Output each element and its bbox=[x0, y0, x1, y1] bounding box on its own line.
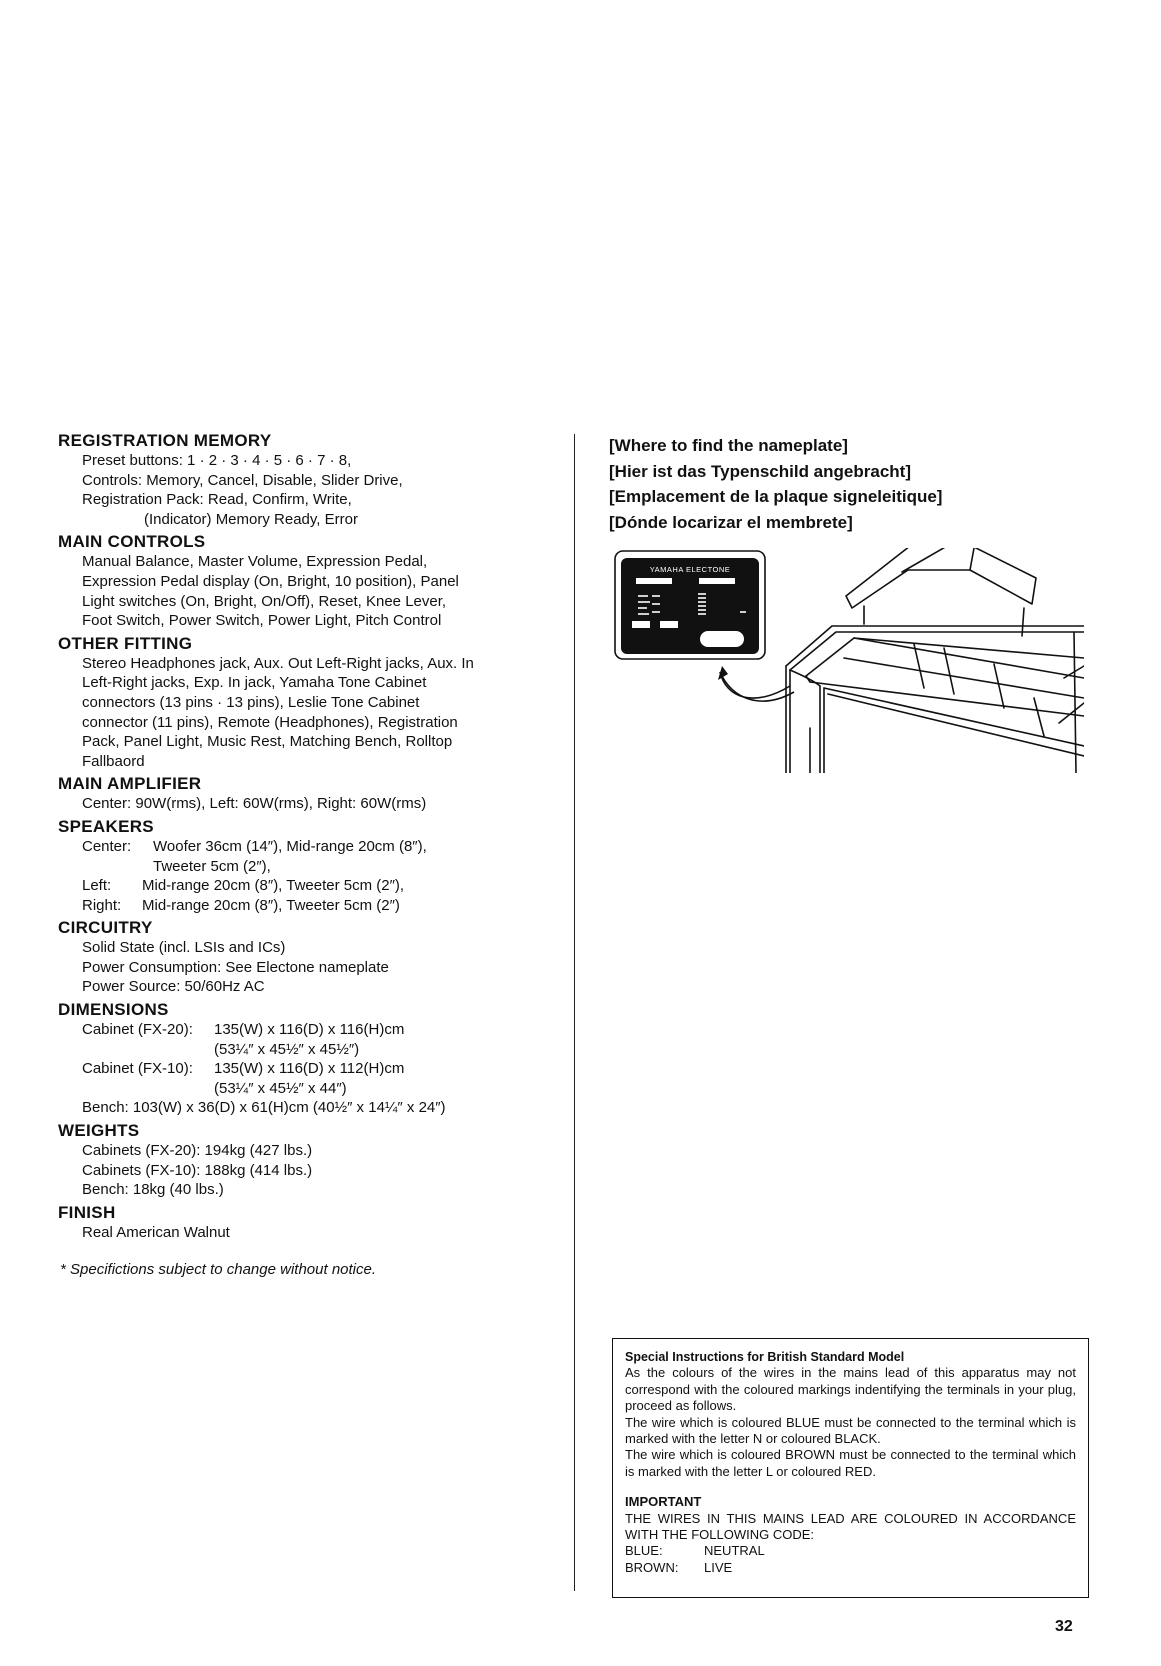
speaker-value: Tweeter 5cm (2″), bbox=[153, 857, 271, 875]
spec-line: connectors (13 pins · 13 pins), Leslie Tone Cabinet bbox=[82, 693, 420, 711]
spec-line: Fallbaord bbox=[82, 752, 145, 770]
spec-line: Stereo Headphones jack, Aux. Out Left-Right jacks, Aux. In bbox=[82, 654, 474, 672]
dimension-row-fx20-inch bbox=[58, 1040, 558, 1060]
dimension-row-fx20 bbox=[58, 1020, 558, 1040]
speaker-row-left bbox=[58, 876, 558, 896]
spec-line: Left-Right jacks, Exp. In jack, Yamaha Tone Cabinet bbox=[82, 674, 427, 692]
spec-line: Registration Pack: Read, Confirm, Write, bbox=[82, 491, 352, 509]
spec-line: Power Consumption: See Electone nameplate bbox=[82, 958, 389, 976]
notice-paragraph: As the colours of the wires in the mains lead of this apparatus may not correspond with the coloured markings indentifying the terminals in your plug, proceed as follows. bbox=[625, 1365, 1076, 1414]
speaker-label: Left: bbox=[82, 877, 112, 895]
nameplate-headings bbox=[609, 433, 942, 535]
nameplate-heading-es: [Dónde locarizar el membrete] bbox=[609, 512, 853, 532]
dimension-inch: (53¼″ x 45½″ x 44″) bbox=[214, 1079, 347, 1097]
spec-line: Manual Balance, Master Volume, Expression Pedal, bbox=[82, 553, 428, 571]
speaker-row-center-cont bbox=[58, 857, 558, 877]
speaker-label: Right: bbox=[82, 896, 122, 914]
dimension-value: 135(W) x 116(D) x 112(H)cm bbox=[214, 1060, 405, 1078]
wire-code-row bbox=[625, 1543, 1076, 1559]
wire-color: BROWN: bbox=[625, 1559, 679, 1575]
spec-line: (Indicator) Memory Ready, Error bbox=[144, 510, 358, 528]
specifications-column bbox=[58, 431, 558, 1280]
circuitry-heading: CIRCUITRY bbox=[58, 918, 153, 938]
important-heading: IMPORTANT bbox=[625, 1494, 702, 1510]
spec-line: Bench: 103(W) x 36(D) x 61(H)cm (40½″ x 14¼″ x 24″) bbox=[82, 1099, 446, 1117]
nameplate-heading-de: [Hier ist das Typenschild angebracht] bbox=[609, 461, 911, 481]
registration-memory-heading: REGISTRATION MEMORY bbox=[58, 431, 272, 450]
spec-line: Pack, Panel Light, Music Rest, Matching Bench, Rolltop bbox=[82, 733, 453, 751]
spec-line: connector (11 pins), Remote (Headphones), Registration bbox=[82, 713, 458, 731]
dimension-label: Cabinet (FX-20): bbox=[82, 1021, 193, 1039]
main-controls-heading: MAIN CONTROLS bbox=[58, 532, 206, 552]
speaker-label: Center: bbox=[82, 837, 132, 855]
wire-code-row bbox=[625, 1560, 1076, 1576]
dimension-value: 135(W) x 116(D) x 116(H)cm bbox=[214, 1021, 405, 1039]
spec-line: Preset buttons: 1 · 2 · 3 · 4 · 5 · 6 · 7 · 8, bbox=[82, 452, 352, 469]
spec-line: Foot Switch, Power Switch, Power Light, Pitch Control bbox=[82, 612, 442, 630]
british-standard-notice bbox=[612, 1338, 1089, 1598]
spec-line: Cabinets (FX-20): 194kg (427 lbs.) bbox=[82, 1142, 313, 1160]
finish-heading: FINISH bbox=[58, 1202, 116, 1222]
weights-heading: WEIGHTS bbox=[58, 1121, 140, 1141]
wire-meaning: LIVE bbox=[704, 1559, 733, 1575]
spec-line: Power Source: 50/60Hz AC bbox=[82, 978, 265, 996]
nameplate-location-illustration bbox=[614, 548, 1084, 773]
speakers-heading: SPEAKERS bbox=[58, 816, 154, 836]
spec-line: Cabinets (FX-10): 188kg (414 lbs.) bbox=[82, 1161, 313, 1179]
spec-line: Real American Walnut bbox=[82, 1223, 230, 1241]
page-number: 32 bbox=[1055, 1618, 1073, 1635]
other-fitting-heading: OTHER FITTING bbox=[58, 633, 193, 653]
change-notice: * Specifictions subject to change without notice. bbox=[60, 1261, 377, 1279]
dimension-row-fx10-inch bbox=[58, 1079, 558, 1099]
notice-title: Special Instructions for British Standard Model bbox=[625, 1350, 905, 1364]
wire-color: BLUE: bbox=[625, 1543, 663, 1559]
dimension-label: Cabinet (FX-10): bbox=[82, 1060, 193, 1078]
nameplate-graphic bbox=[615, 551, 765, 659]
speaker-row-center bbox=[58, 837, 558, 857]
nameplate-heading-fr: [Emplacement de la plaque signeleitique] bbox=[609, 487, 943, 507]
column-divider bbox=[574, 434, 575, 1591]
spec-line: Controls: Memory, Cancel, Disable, Slider Drive, bbox=[82, 471, 403, 489]
spec-line: Solid State (incl. LSIs and ICs) bbox=[82, 939, 286, 957]
speaker-value: Mid-range 20cm (8″), Tweeter 5cm (2″), bbox=[142, 877, 405, 895]
notice-paragraph: The wire which is coloured BLUE must be connected to the terminal which is marked with the letter N or coloured BLACK. bbox=[625, 1414, 1076, 1447]
wire-meaning: NEUTRAL bbox=[704, 1543, 765, 1559]
spec-line: Expression Pedal display (On, Bright, 10 position), Panel bbox=[82, 572, 459, 590]
speaker-value: Mid-range 20cm (8″), Tweeter 5cm (2″) bbox=[142, 896, 400, 914]
speaker-row-right bbox=[58, 896, 558, 916]
spec-line: Center: 90W(rms), Left: 60W(rms), Right: 60W(rms) bbox=[82, 795, 427, 813]
plate-label: YAMAHA ELECTONE bbox=[649, 565, 731, 574]
nameplate-heading-en: [Where to find the nameplate] bbox=[609, 436, 848, 455]
dimensions-heading: DIMENSIONS bbox=[58, 1000, 169, 1020]
important-text: THE WIRES IN THIS MAINS LEAD ARE COLOURED IN ACCORDANCE WITH THE FOLLOWING CODE: bbox=[625, 1510, 1076, 1543]
dimension-inch: (53¼″ x 45½″ x 45½″) bbox=[214, 1040, 360, 1058]
notice-paragraph: The wire which is coloured BROWN must be connected to the terminal which is marked with the letter L or coloured RED. bbox=[625, 1447, 1076, 1479]
spec-line: Light switches (On, Bright, On/Off), Reset, Knee Lever, bbox=[82, 592, 447, 610]
dimension-row-fx10 bbox=[58, 1059, 558, 1079]
main-amplifier-heading: MAIN AMPLIFIER bbox=[58, 774, 202, 794]
speaker-value: Woofer 36cm (14″), Mid-range 20cm (8″), bbox=[153, 837, 427, 855]
spec-line: Bench: 18kg (40 lbs.) bbox=[82, 1181, 224, 1199]
